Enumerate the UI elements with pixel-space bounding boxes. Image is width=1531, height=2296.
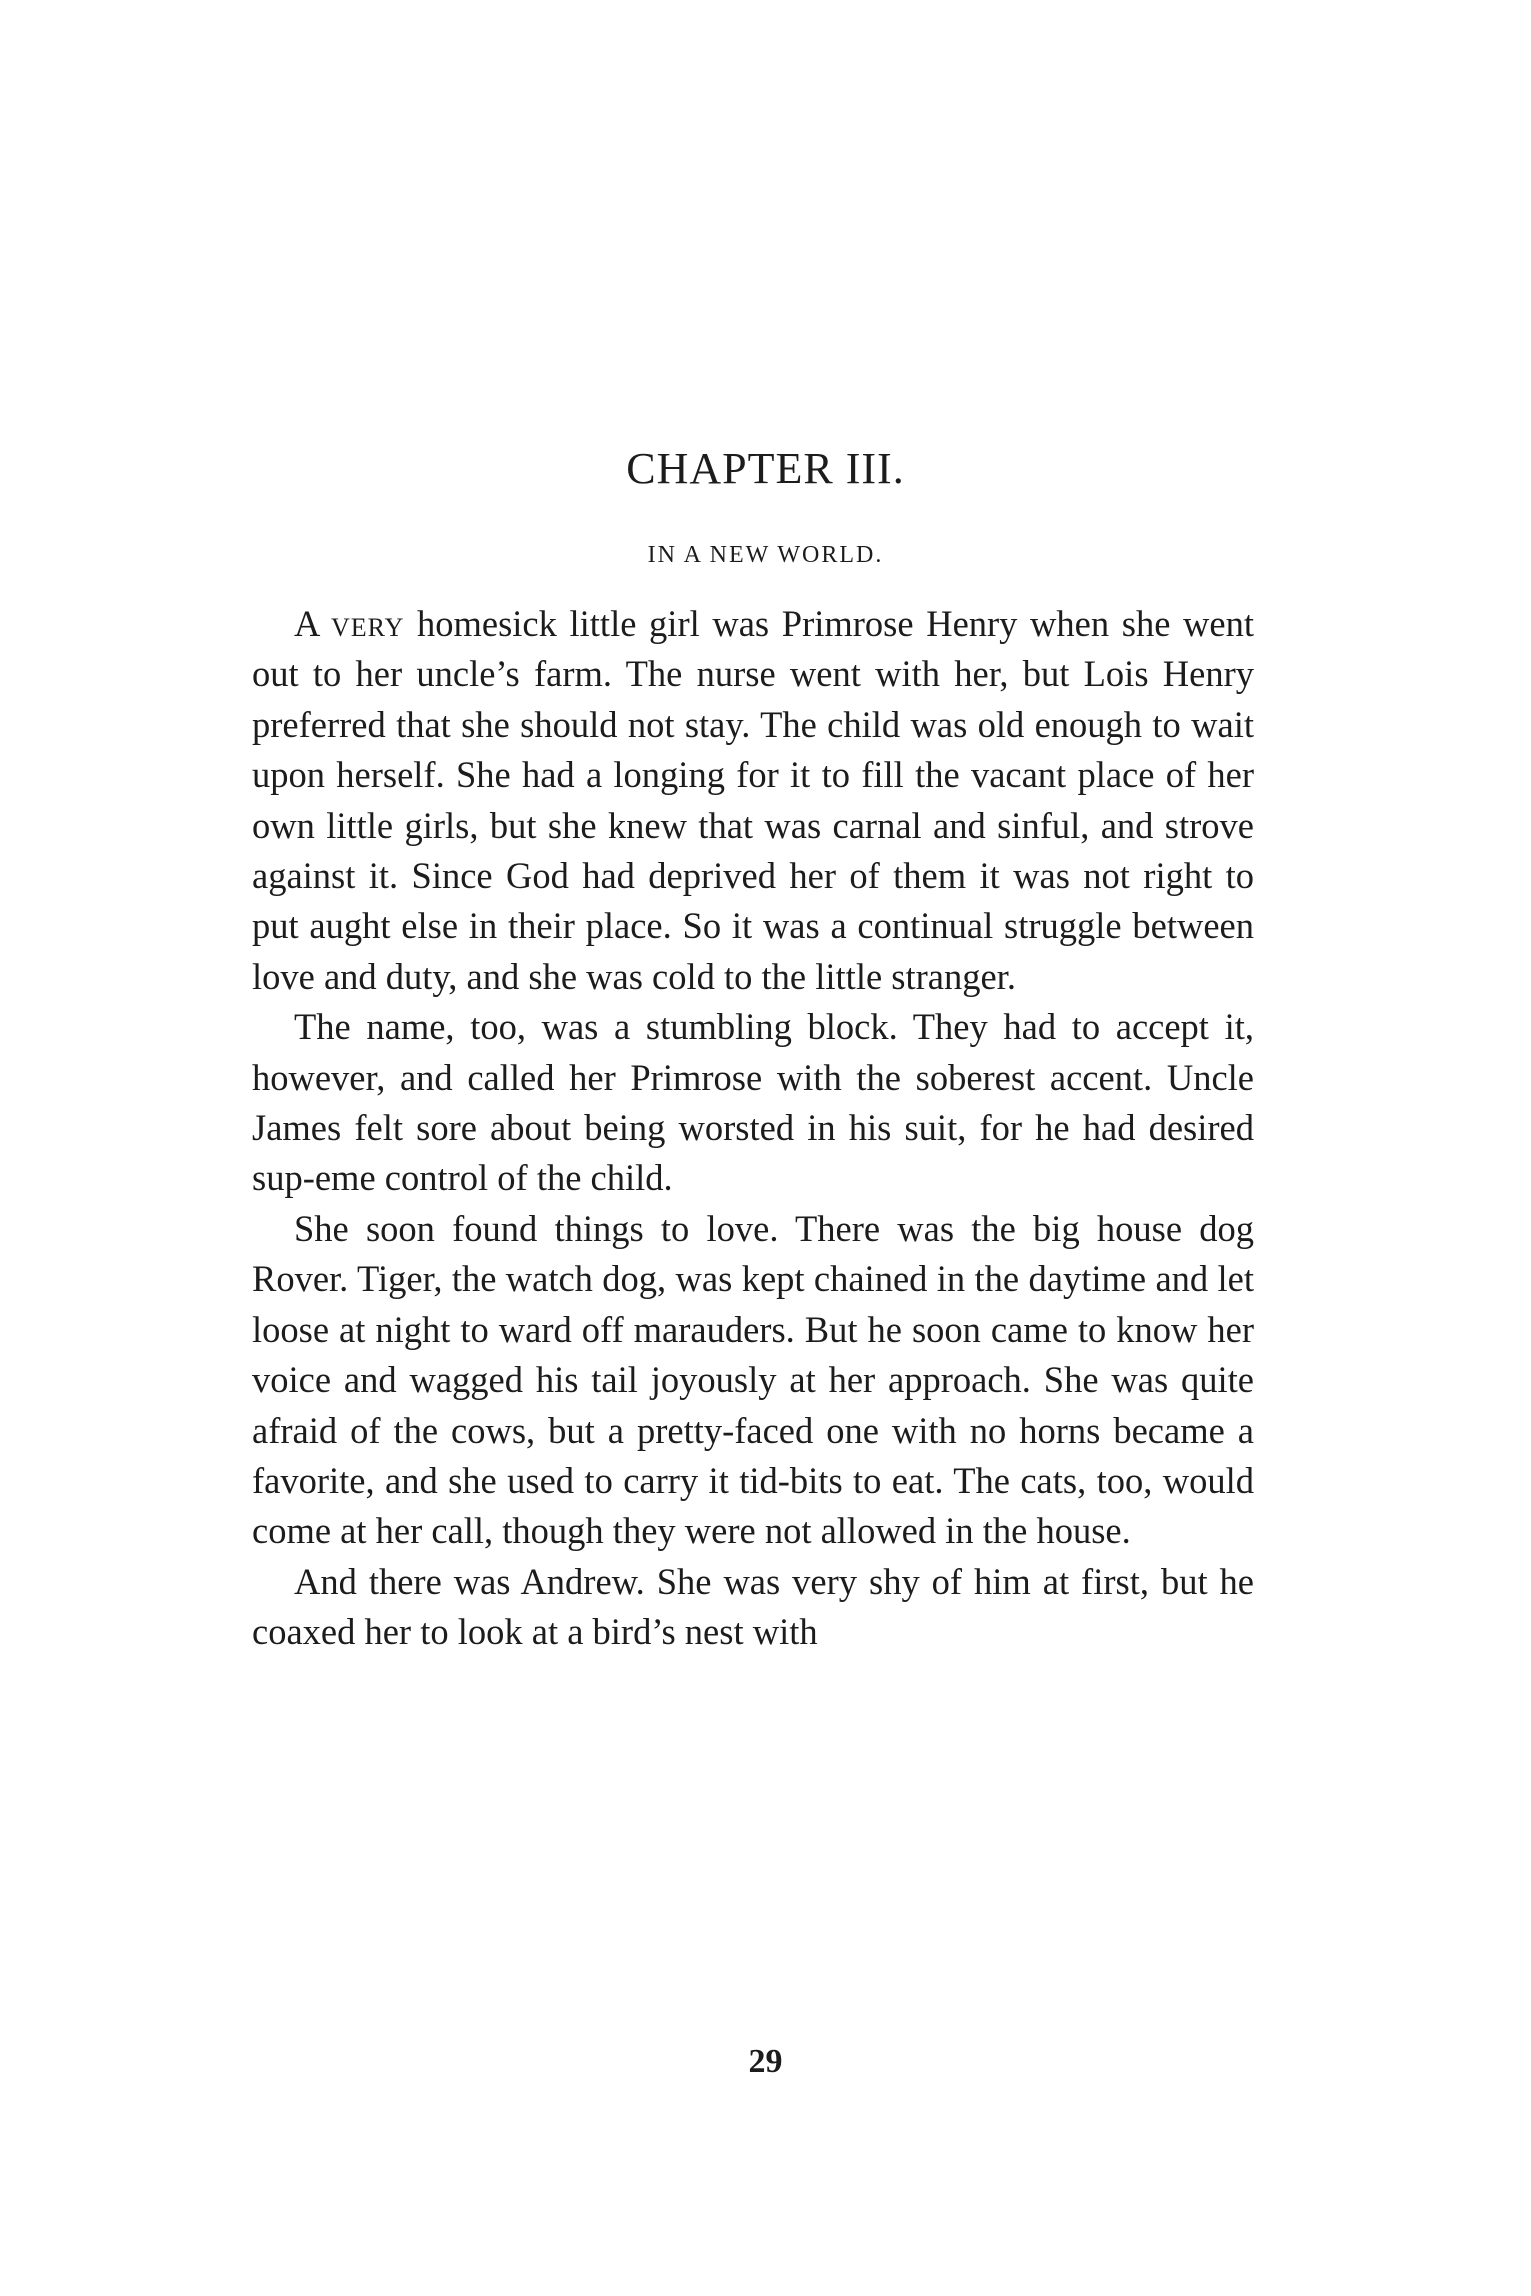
- paragraph-2: The name, too, was a stumbling block. They had to accept it, however, and called her Primrose with the soberest accent. Uncle James felt sore about being worsted in his suit, for he had desired sup‑eme control of the child.: [252, 1006, 1254, 1199]
- chapter-title: CHAPTER III.: [626, 444, 905, 493]
- paragraph-3: She soon found things to love. There was the big house dog Rover. Tiger, the watch dog, was kept chained in the daytime and let loose at night to ward off marauders. But he soon came to know her voice and wagged his tail joyously at her approach. She was quite afraid of the cows, but a pretty-faced one with no horns became a favorite, and she used to carry it tid-bits to eat. The cats, too, would come at her call, though they were not allowed in the house.: [252, 1207, 1254, 1552]
- chapter-subtitle: IN A NEW WORLD.: [647, 542, 884, 568]
- paragraph-4: And there was Andrew. She was very shy of him at first, but he coaxed her to look at a bird’s nest with: [252, 1560, 1254, 1653]
- paragraph-1-text: homesick little girl was Primrose Henry when she went out to her uncle’s farm. The nurse went with her, but Lois Henry preferred that she should not stay. The child was old enough to wait upon herself. She had a longing for it to fill the vacant place of her own little girls, but she knew that was carnal and sinful, and strove against it. Since God had deprived her of them it was not right to put aught else in their place. So it was a continual struggle between love and duty, and she was cold to the little stranger.: [252, 603, 1254, 997]
- page-number: 29: [748, 2043, 783, 2080]
- paragraph-1-lead: A: [294, 603, 319, 644]
- paragraph-1: [252, 599, 1254, 1002]
- chapter-body: [252, 599, 1254, 1658]
- paragraph-1-smallcaps: very: [331, 603, 405, 644]
